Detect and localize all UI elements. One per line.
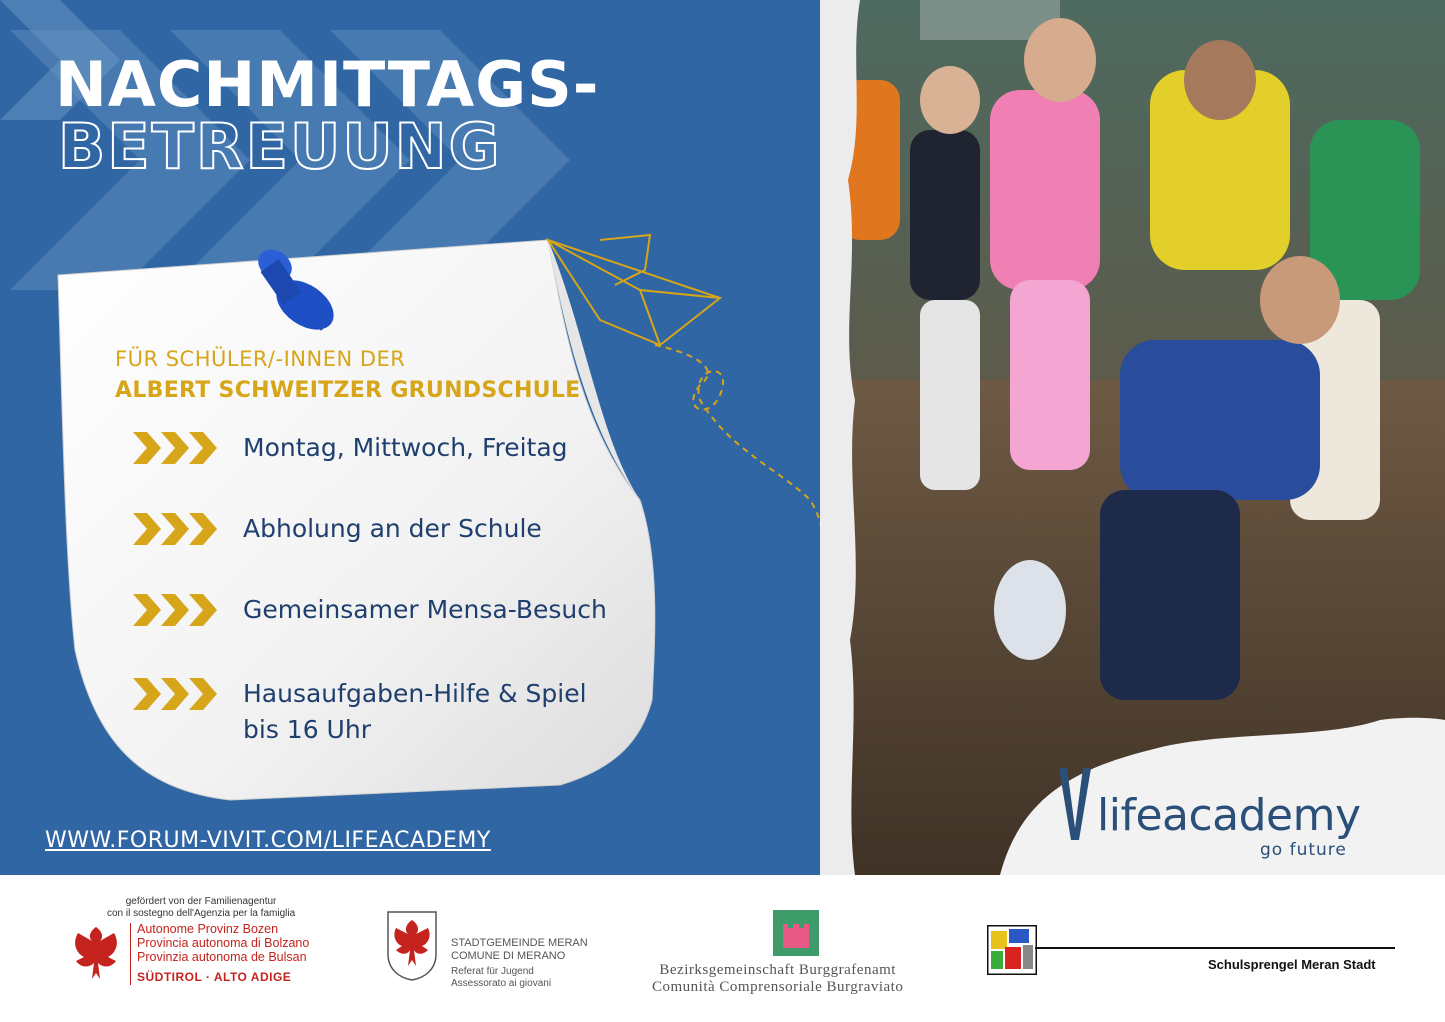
province-region: SÜDTIROL · ALTO ADIGE xyxy=(137,970,292,984)
burggrafenamt-line2: Comunità Comprensoriale Burgraviato xyxy=(652,979,904,995)
meran-name xyxy=(451,937,588,963)
province-name-it: Provincia autonoma di Bolzano xyxy=(137,936,310,950)
province-names xyxy=(137,922,309,964)
title-line1: NACHMITTAGS- xyxy=(55,48,600,121)
meran-line2: COMUNE DI MERANO xyxy=(451,950,566,962)
feature-text-line2: bis 16 Uhr xyxy=(243,715,371,744)
province-divider xyxy=(130,923,131,985)
triple-chevron-icon xyxy=(133,430,219,466)
feature-item xyxy=(133,592,633,628)
feature-text: Abholung an der Schule xyxy=(243,514,542,543)
sponsor-footer xyxy=(0,875,1445,1022)
merano-coat-of-arms-icon xyxy=(386,910,438,982)
province-intro-de: gefördert von der Familienagentur xyxy=(125,896,277,907)
title-line2: BETREUUNG xyxy=(58,110,502,183)
logo-v-icon xyxy=(1055,768,1095,844)
meran-line1: STADTGEMEINDE MERAN xyxy=(451,937,588,949)
triple-chevron-icon xyxy=(133,676,219,712)
children-photo xyxy=(820,0,1445,875)
feature-item xyxy=(133,511,633,547)
feature-text-line1: Hausaufgaben-Hilfe & Spiel xyxy=(243,679,587,708)
schulsprengel-logo-icon xyxy=(987,925,1037,975)
feature-text: Gemeinsamer Mensa-Besuch xyxy=(243,595,607,624)
burggrafenamt-castle-icon xyxy=(773,910,819,956)
feature-text: Montag, Mittwoch, Freitag xyxy=(243,433,568,462)
meran-sub1: Referat für Jugend xyxy=(451,966,534,977)
brand-tagline: go future xyxy=(1260,840,1347,860)
province-intro-it: con il sostegno dell'Agenzia per la famiglia xyxy=(107,908,296,919)
meran-department xyxy=(451,966,551,990)
feature-item xyxy=(133,676,633,748)
subtitle-line1: FÜR SCHÜLER/-INNEN DER xyxy=(115,347,406,371)
tyrolean-eagle-icon xyxy=(68,923,124,985)
triple-chevron-icon xyxy=(133,592,219,628)
triple-chevron-icon xyxy=(133,511,219,547)
schulsprengel-divider xyxy=(1035,947,1395,949)
province-name-lad: Provinzia autonoma de Bulsan xyxy=(137,950,307,964)
lifeacademy-logo xyxy=(1055,760,1415,870)
meran-sub2: Assessorato ai giovani xyxy=(451,978,552,989)
province-name-de: Autonome Provinz Bozen xyxy=(137,922,279,936)
website-link[interactable]: WWW.FORUM-VIVIT.COM/LIFEACADEMY xyxy=(45,828,491,853)
burggrafenamt-line1: Bezirksgemeinschaft Burggrafenamt xyxy=(659,962,896,978)
subtitle-line2: ALBERT SCHWEITZER GRUNDSCHULE xyxy=(115,378,581,403)
schulsprengel-name: Schulsprengel Meran Stadt xyxy=(1208,957,1376,972)
feature-item xyxy=(133,430,633,466)
burggrafenamt-name xyxy=(652,962,903,996)
feature-text xyxy=(243,676,587,748)
province-intro xyxy=(107,896,295,920)
brand-name: lifeacademy xyxy=(1097,790,1361,841)
